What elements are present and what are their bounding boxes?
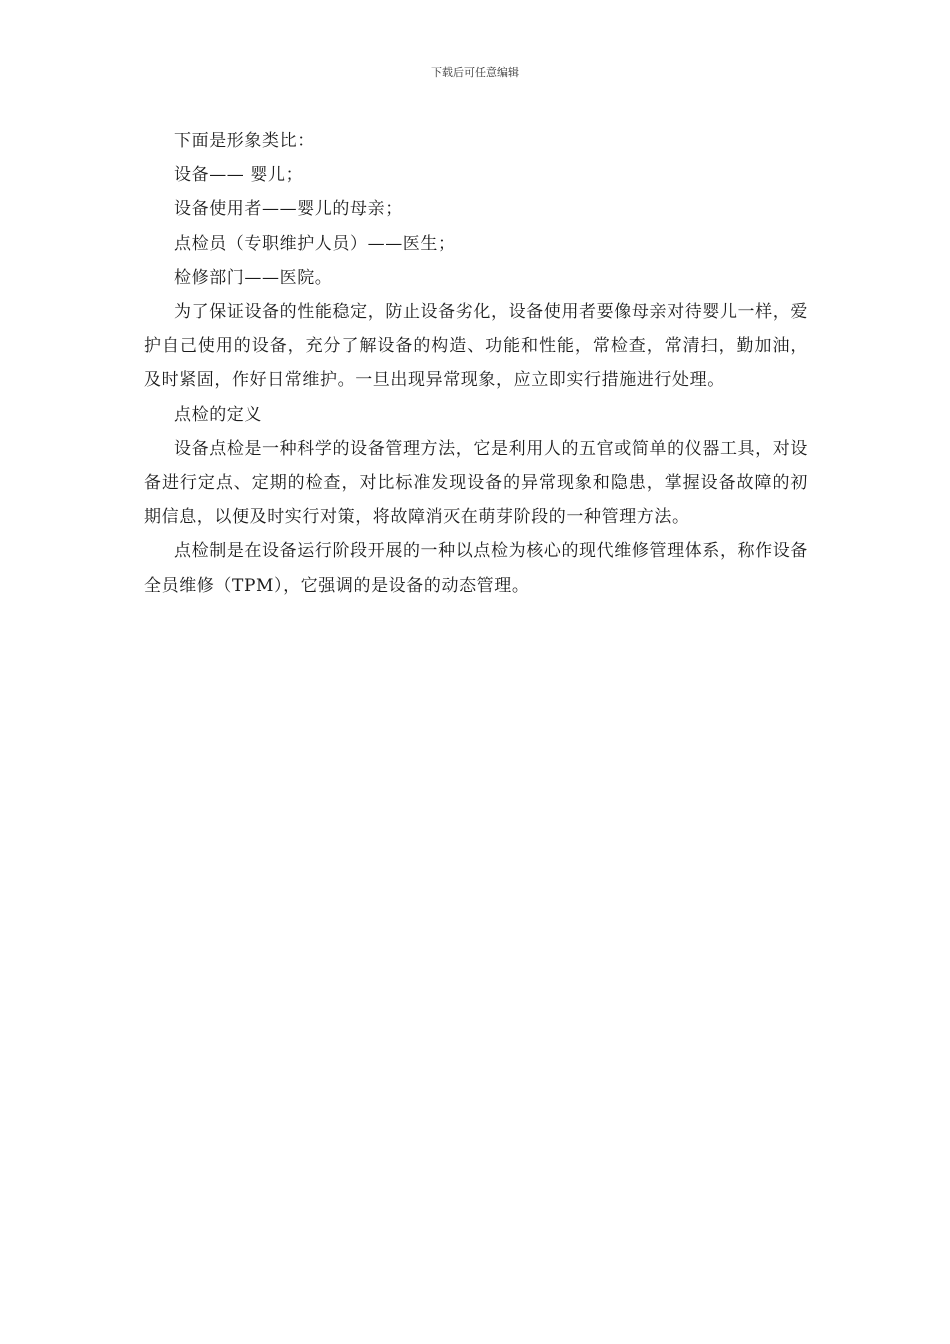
document-body bbox=[144, 124, 808, 603]
section-heading-definition: 点检的定义 bbox=[174, 404, 262, 425]
page-header: 下载后可任意编辑 bbox=[431, 66, 519, 79]
paragraph-user-mother: 设备使用者——婴儿的母亲； bbox=[174, 199, 403, 220]
paragraph-repair-hospital: 检修部门——医院。 bbox=[174, 267, 333, 288]
paragraph-maintenance: 为了保证设备的性能稳定，防止设备劣化，设备使用者要像母亲对待婴儿一样，爱护自己使用的设备，充分了解设备的构造、功能和性能，常检查，常清扫，勤加油，及时紧固，作好日常维护。一旦出现异常现象，应立即实行措施进行处理。 bbox=[144, 302, 808, 391]
paragraph-analogy-intro: 下面是形象类比： bbox=[174, 131, 315, 151]
paragraph-definition: 设备点检是一种科学的设备管理方法，它是利用人的五官或简单的仪器工具，对设备进行定点、定期的检查，对比标准发现设备的异常现象和隐患，掌握设备故障的初期信息，以便及时实行对策，将故障消灭在萌芽阶段的一种管理方法。 bbox=[144, 438, 808, 528]
paragraph-equipment-baby: 设备—— 婴儿； bbox=[174, 165, 304, 186]
paragraph-inspector-doctor: 点检员（专职维护人员）——医生； bbox=[174, 233, 456, 254]
paragraph-tpm: 点检制是在设备运行阶段开展的一种以点检为核心的现代维修管理体系，称作设备全员维修（TPM），它强调的是设备的动态管理。 bbox=[144, 541, 808, 596]
